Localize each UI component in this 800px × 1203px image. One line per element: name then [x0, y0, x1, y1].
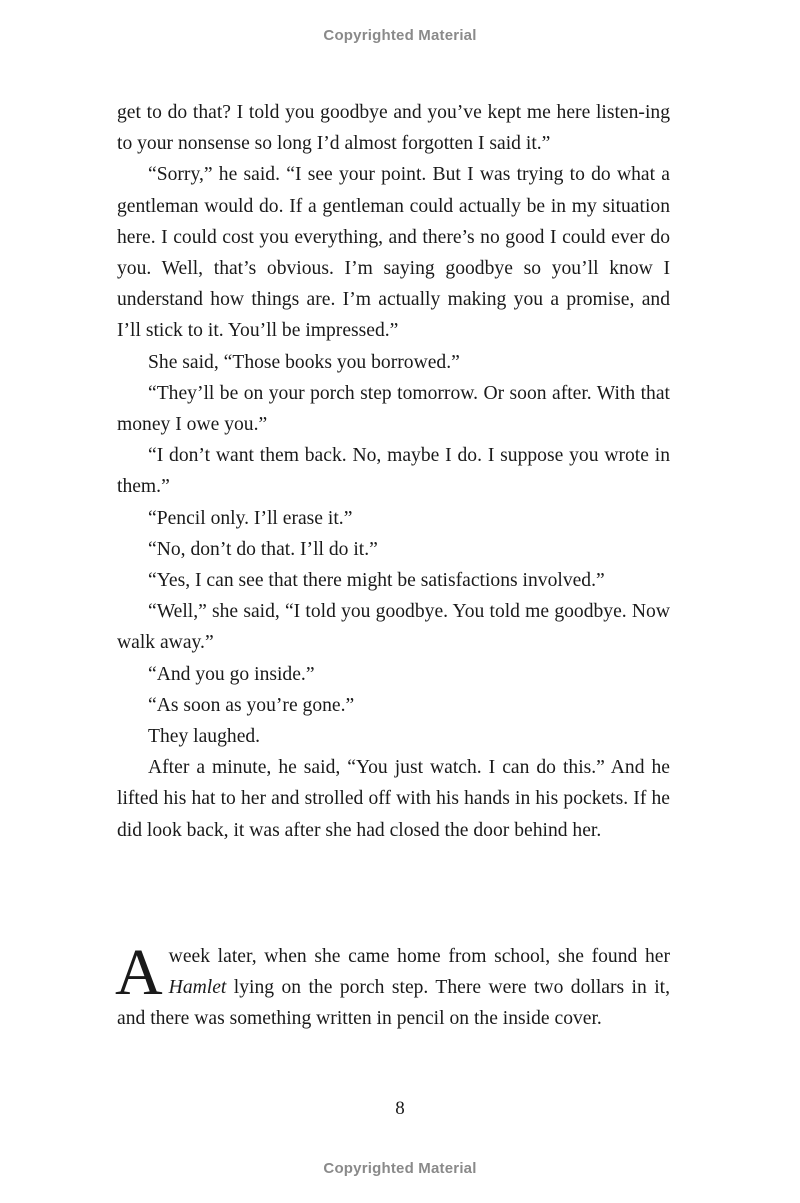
copyright-watermark-bottom: Copyrighted Material — [323, 1160, 477, 1177]
book-title-italic: Hamlet — [168, 977, 227, 999]
paragraph: “Well,” she said, “I told you goodbye. You told me goodbye. Now walk away.” — [117, 601, 670, 654]
paragraph: “Yes, I can see that there might be satisfactions involved.” — [148, 570, 605, 592]
paragraph: “I don’t want them back. No, maybe I do. I suppose you wrote in them.” — [117, 445, 670, 498]
paragraph: “They’ll be on your porch step tomorrow. Or soon after. With that money I owe you.” — [117, 382, 670, 436]
section-start — [115, 936, 670, 1035]
section-opening-paragraph — [115, 936, 670, 1035]
copyright-watermark-top: Copyrighted Material — [323, 27, 477, 44]
paragraph: “As soon as you’re gone.” — [148, 694, 355, 716]
body-text — [117, 97, 670, 846]
paragraph: “No, don’t do that. I’ll do it.” — [148, 538, 378, 560]
paragraph: “Sorry,” he said. “I see your point. But I was trying to do what a gentleman would do. If a gentleman could actually be in my situation here. I could cost you everything, and there’s no good I could ever do you. Well, that’s obvious. I’m saying goodbye so you’ll know I understand how things are. I’m actually making you a promise, and I’ll stick to it. You’ll be impressed.” — [117, 164, 670, 342]
paragraph: “And you go inside.” — [148, 663, 315, 685]
paragraph: They laughed. — [148, 726, 261, 748]
section-text-before: week later, when she came home from school, she found her — [168, 946, 670, 967]
paragraph: After a minute, he said, “You just watch. I can do this.” And he lifted his hat to her and strolled off with his hands in his pockets. If he did look back, it was after she had closed the door behind her. — [117, 757, 670, 841]
page-number: 8 — [395, 1098, 405, 1119]
drop-cap: A — [115, 936, 163, 1009]
paragraph: She said, “Those books you borrowed.” — [148, 351, 460, 373]
paragraph: “Pencil only. I’ll erase it.” — [148, 507, 353, 529]
section-text-after: lying on the porch step. There were two dollars in it, and there was something written in pencil on the inside cover. — [117, 977, 670, 1030]
paragraph: get to do that? I told you goodbye and you’ve kept me here listen-ing to your nonsense so long I’d almost forgotten I said it.” — [117, 102, 670, 155]
